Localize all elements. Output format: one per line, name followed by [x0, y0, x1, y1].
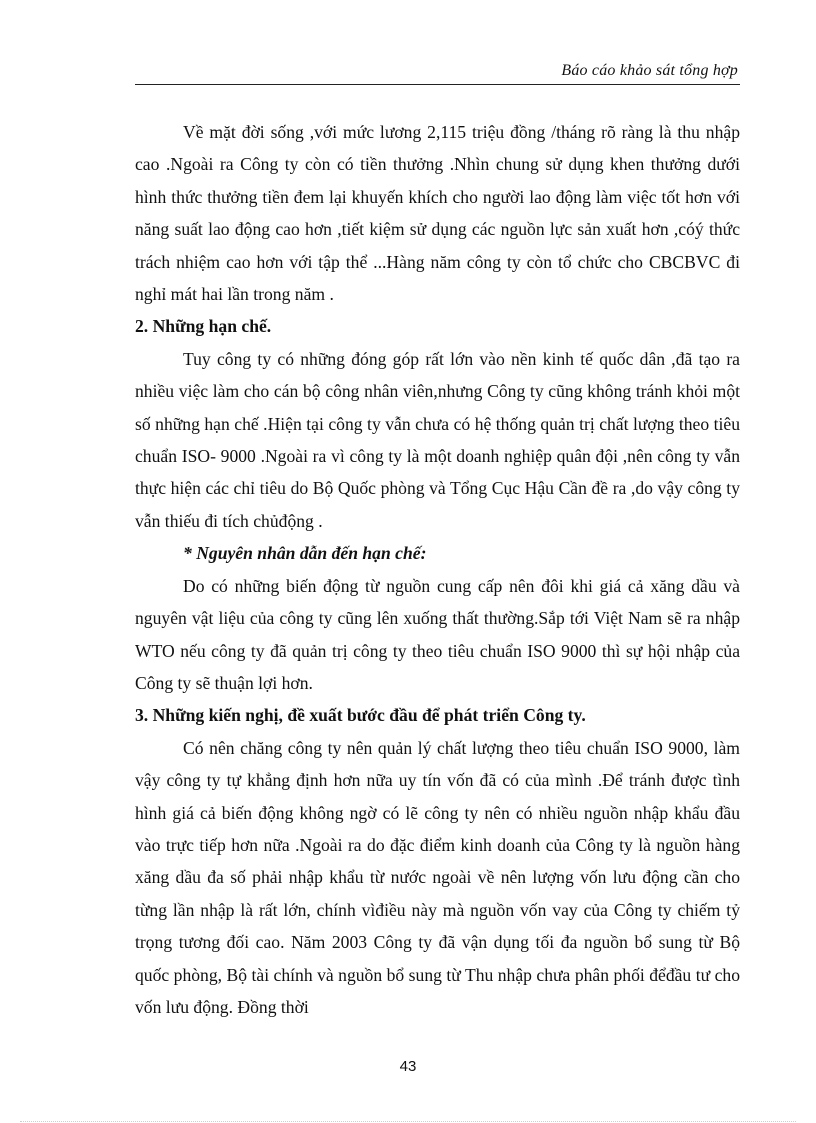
paragraph-recommendations: Có nên chăng công ty nên quản lý chất lượng theo tiêu chuẩn ISO 9000, làm vậy công ty tự khẳng định hơn nữa uy tín vốn đã có của mình .Để tránh được tình hình giá cả biến động không ngờ có lẽ công ty nên có nhiều nguồn nhập khẩu đầu vào trực tiếp hơn nữa .Ngoài ra do đặc điểm kinh doanh của Công ty là nguồn hàng xăng dầu đa số phải nhập khẩu từ nước ngoài về nên lượng vốn lưu động cần cho từng lần nhập là rất lớn, chính vìđiều này mà nguồn vốn vay của Công ty chiếm tỷ trọng tương đối cao. Năm 2003 Công ty đã vận dụng tối đa nguồn bổ sung từ Bộ quốc phòng, Bộ tài chính và nguồn bổ sung từ Thu nhập chưa phân phối đểđầu tư cho vốn lưu động. Đồng thời	[135, 737, 740, 1017]
paragraph-living-standards: Về mặt đời sống ,với mức lương 2,115 triệu đồng /tháng rõ ràng là thu nhập cao .Ngoài ra Công ty còn có tiền thưởng .Nhìn chung sử dụng khen thưởng dưới hình thức thưởng tiền đem lại khuyến khích cho người lao động làm việc tốt hơn với năng suất lao động cao hơn ,tiết kiệm sử dụng các nguồn lực sản xuất hơn ,cóý thức trách nhiệm cao hơn với tập thể ...Hàng năm công ty còn tổ chức cho CBCBVC đi nghỉ mát hai lần trong năm .	[135, 122, 740, 305]
subheading-causes: * Nguyên nhân dẫn đến hạn chế:	[183, 543, 427, 564]
header-title: Báo cáo khảo sát tổng hợp	[561, 62, 738, 79]
paragraph-causes: Do có những biến động từ nguồn cung cấp nên đôi khi giá cả xăng dầu và nguyên vật liệu của công ty cũng lên xuống thất thường.Sắp tới Việt Nam sẽ ra nhập WTO nếu công ty đã quản trị công ty theo tiêu chuẩn ISO 9000 thì sự hội nhập của Công ty sẽ thuận lợi hơn.	[135, 575, 740, 693]
section-heading-recommendations: 3. Những kiến nghị, đề xuất bước đầu để phát triển Công ty.	[135, 705, 586, 726]
document-body	[135, 116, 740, 1023]
section-heading-limitations: 2. Những hạn chế.	[135, 316, 272, 337]
page-number: 43	[399, 1058, 417, 1075]
page-bottom-divider	[20, 1121, 796, 1122]
page-header	[135, 60, 740, 85]
paragraph-limitations: Tuy công ty có những đóng góp rất lớn vào nền kinh tế quốc dân ,đã tạo ra nhiều việc làm cho cán bộ công nhân viên,nhưng Công ty cũng không tránh khỏi một số những hạn chế .Hiện tại công ty vẫn chưa có hệ thống quản trị chất lượng theo tiêu chuẩn ISO- 9000 .Ngoài ra vì công ty là một doanh nghiệp quân đội ,nên công ty vẫn thực hiện các chỉ tiêu do Bộ Quốc phòng và Tổng Cục Hậu Cần đề ra ,do vậy công ty vẫn thiếu đi tích chủđộng .	[135, 348, 740, 531]
